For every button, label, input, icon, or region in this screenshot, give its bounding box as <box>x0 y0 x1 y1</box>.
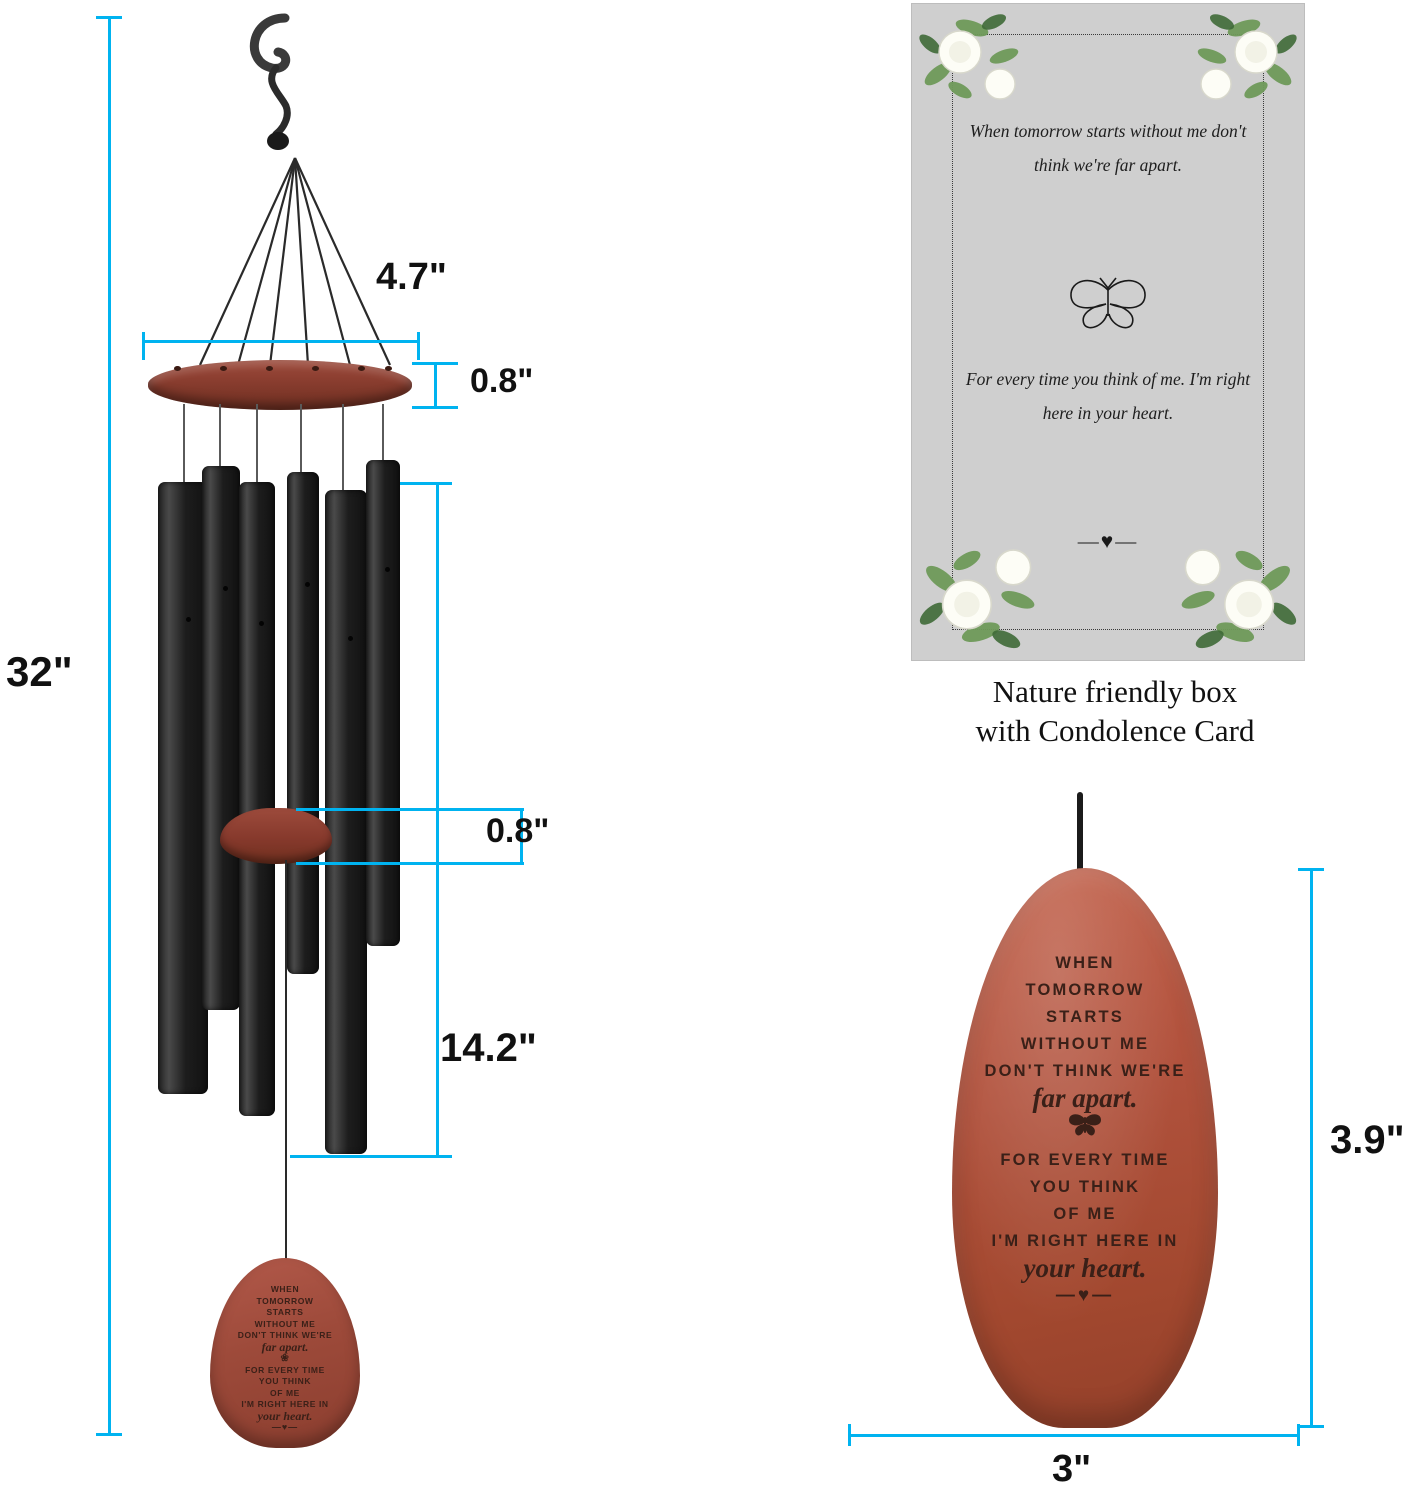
wind-sail-large <box>952 868 1218 1428</box>
dimension-label-disc-width: 4.7" <box>376 256 447 298</box>
chime-tube <box>287 472 319 974</box>
chime-tube <box>158 482 208 1094</box>
dimension-label-tube-length: 14.2" <box>440 1026 537 1070</box>
dimension-label-sail-height: 3.9" <box>1330 1118 1405 1162</box>
wooden-clapper <box>220 808 332 864</box>
big-sail-line9: I'M RIGHT HERE IN <box>991 1232 1179 1250</box>
sail-line5: DON'T THINK WE'RE <box>237 1330 333 1340</box>
heart-divider-icon: —♥— <box>271 1422 299 1432</box>
card-text-top: When tomorrow starts without me don't think we're far apart. <box>969 121 1247 175</box>
sail-script1: far apart. <box>261 1339 309 1354</box>
hanging-hook-icon <box>228 10 318 160</box>
chime-tube <box>239 482 275 1116</box>
dimension-line-total-height <box>108 16 111 1436</box>
big-sail-line7: YOU THINK <box>1029 1178 1141 1196</box>
sail-hanging-cord <box>1077 792 1083 874</box>
big-sail-line8: OF ME <box>1053 1205 1117 1223</box>
butterfly-icon <box>912 276 1304 339</box>
big-sail-line3: STARTS <box>1046 1008 1124 1026</box>
dimension-line-disc-width <box>142 340 420 343</box>
dimension-line-disc-thickness <box>434 362 437 408</box>
chime-tube <box>366 460 400 946</box>
dimension-line-tube-length <box>436 482 439 1157</box>
big-sail-script1: far apart. <box>1032 1083 1138 1113</box>
big-sail-line6: FOR EVERY TIME <box>1000 1151 1170 1169</box>
big-sail-line2: TOMORROW <box>1025 981 1145 999</box>
box-caption <box>880 672 1350 750</box>
wind-sail-small <box>210 1258 360 1448</box>
wind-chime-illustration <box>0 0 620 1500</box>
condolence-card <box>912 4 1304 660</box>
sail-line9: I'M RIGHT HERE IN <box>241 1399 329 1409</box>
caption-line-2: with Condolence Card <box>975 713 1255 748</box>
sail-line2: TOMORROW <box>256 1295 314 1306</box>
heart-divider-icon: —♥— <box>1077 529 1139 553</box>
butterfly-icon <box>968 1112 1202 1147</box>
butterfly-icon: ❀ <box>280 1353 290 1364</box>
heart-divider-icon: —♥— <box>1055 1285 1115 1306</box>
sail-line1: WHEN <box>270 1284 300 1294</box>
sail-script2: your heart. <box>257 1408 313 1423</box>
chime-tube <box>202 466 240 1010</box>
wind-sail-cord <box>285 860 287 1260</box>
sail-line7: YOU THINK <box>258 1376 312 1386</box>
dimension-label-clapper-thickness: 0.8" <box>486 812 550 850</box>
sail-line4: WITHOUT ME <box>254 1318 316 1329</box>
big-sail-line5: DON'T THINK WE'RE <box>984 1062 1186 1080</box>
caption-line-1: Nature friendly box <box>992 674 1238 709</box>
big-sail-line4: WITHOUT ME <box>1020 1035 1150 1053</box>
sail-line3: STARTS <box>266 1307 304 1317</box>
big-sail-script2: your heart. <box>1023 1253 1147 1283</box>
card-text-bottom: For every time you think of me. I'm right here in your heart. <box>965 369 1251 423</box>
dimension-label-disc-thickness: 0.8" <box>470 362 534 400</box>
sail-line6: FOR EVERY TIME <box>245 1364 325 1375</box>
chime-tube <box>325 490 367 1154</box>
dimension-line-sail-width <box>848 1434 1300 1437</box>
top-wooden-disc <box>148 360 412 410</box>
sail-line8: OF ME <box>270 1387 300 1398</box>
big-sail-line1: WHEN <box>1055 954 1115 972</box>
dimension-line-sail-height <box>1310 868 1313 1428</box>
dimension-label-total-height: 32" <box>6 648 73 695</box>
dimension-label-sail-width: 3" <box>1052 1448 1092 1490</box>
